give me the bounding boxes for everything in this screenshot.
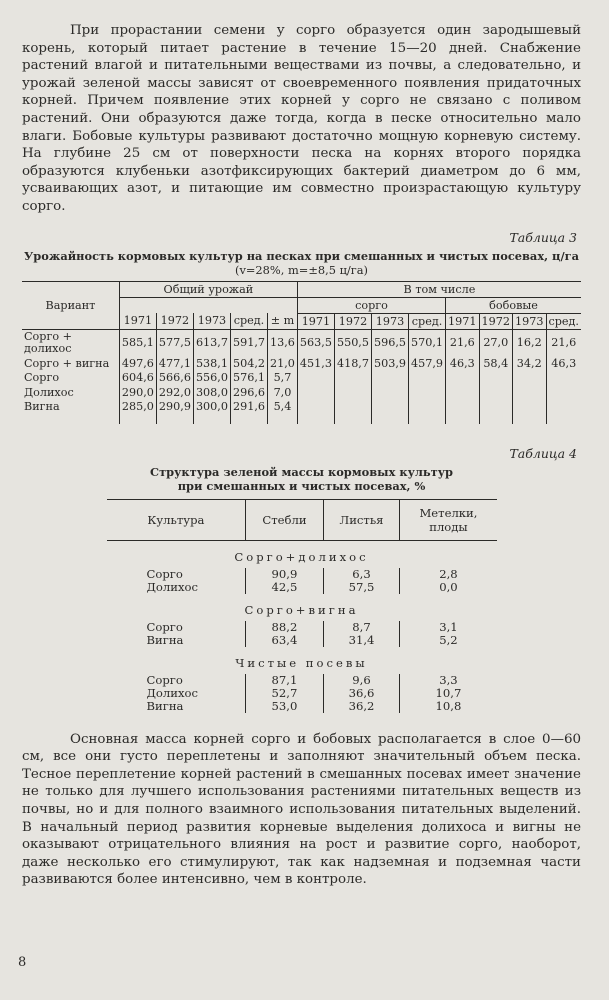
table3-col-1972: 1972 (156, 313, 193, 329)
table4-cell-pan: 5,2 (400, 634, 497, 647)
table3-cell (546, 371, 581, 386)
table4-title-line2: при смешанных и чистых посевах, % (177, 478, 426, 493)
table4-caption: Таблица 4 (509, 445, 577, 461)
table3-title: Урожайность кормовых культур на песках при смешанных и чистых посевах, ц/га (24, 248, 579, 263)
table4-section-row (107, 540, 497, 568)
table3-cell (513, 386, 546, 401)
table3-row-label: Долихос (24, 385, 74, 399)
table4-row (107, 621, 497, 634)
table4-row (107, 674, 497, 687)
table3-col-sorgo-1971: 1971 (297, 313, 334, 329)
table3-cell: 16,2 (513, 329, 546, 357)
table3-cell: 596,5 (371, 329, 408, 357)
table3-cell: 300,0 (193, 400, 230, 424)
table3-cell: 613,7 (193, 329, 230, 357)
table3-row-label: Сорго + вигна (24, 356, 110, 370)
table3-cell: 477,1 (156, 357, 193, 372)
table3-header-incl: В том числе (297, 281, 581, 297)
table3-header-variant: Вариант (22, 281, 119, 329)
table3-header-beans: бобовые (446, 297, 581, 313)
table3-cell: 34,2 (513, 357, 546, 372)
table3-row-label: Сорго (24, 371, 60, 385)
table4-cell-label: Долихос (146, 579, 199, 594)
table3-cell (479, 386, 512, 401)
table4-cell-label: Вигна (146, 632, 184, 647)
table3-cell: 27,0 (479, 329, 512, 357)
table3-row (22, 329, 581, 357)
table4-cell-pan: 10,7 (400, 687, 497, 700)
table4-header-panicles-l1: Метелки, (419, 505, 478, 520)
table4-cell-leaves: 31,4 (323, 634, 400, 647)
table3-cell: 570,1 (409, 329, 446, 357)
table3-col-sorgo-1973: 1973 (371, 313, 408, 329)
table3-cell: 21,6 (546, 329, 581, 357)
table4-cell-leaves: 57,5 (323, 581, 400, 594)
table4 (107, 499, 497, 713)
table3-cell: 418,7 (334, 357, 371, 372)
table3-cell: 290,0 (119, 386, 156, 401)
table3-caption: Таблица 3 (509, 229, 577, 245)
table3-cell: 585,1 (119, 329, 156, 357)
table3-row (22, 357, 581, 372)
table3-col-beans-1971: 1971 (446, 313, 479, 329)
table4-section-title: Сорго+вигна (244, 602, 359, 617)
table4-cell-pan: 0,0 (400, 581, 497, 594)
table3-cell (371, 386, 408, 401)
table4-cell-leaves: 36,6 (323, 687, 400, 700)
table4-section-row (107, 647, 497, 674)
table4-cell-stems: 42,5 (246, 581, 323, 594)
table4-row (107, 568, 497, 581)
table4-cell-stems: 63,4 (246, 634, 323, 647)
table3-cell: 13,6 (268, 329, 298, 357)
table3-cell: 538,1 (193, 357, 230, 372)
table3-spacer (119, 297, 297, 313)
table3-col-avg: сред. (230, 313, 267, 329)
table4-section-row (107, 594, 497, 621)
table4-cell-leaves: 9,6 (323, 674, 400, 687)
table3-cell: 497,6 (119, 357, 156, 372)
table4-row (107, 700, 497, 713)
table4-header-stems: Стебли (246, 499, 323, 540)
table3-cell: 285,0 (119, 400, 156, 424)
table3-col-sorgo-avg: сред. (409, 313, 446, 329)
table3-cell: 7,0 (268, 386, 298, 401)
table3-cell: 504,2 (230, 357, 267, 372)
table4-cell-leaves: 36,2 (323, 700, 400, 713)
table3-cell: 46,3 (546, 357, 581, 372)
table3-header-sorgo: сорго (297, 297, 445, 313)
page-number: 8 (18, 955, 27, 970)
table4-cell-leaves: 8,7 (323, 621, 400, 634)
table3 (22, 281, 581, 424)
table3-cell (479, 400, 512, 424)
table3-cell (446, 400, 479, 424)
table3-col-1971: 1971 (119, 313, 156, 329)
table3-cell: 604,6 (119, 371, 156, 386)
table3-cell (371, 400, 408, 424)
table4-section-title: Чистые посевы (235, 655, 368, 670)
table3-cell (334, 371, 371, 386)
table3-col-beans-1972: 1972 (479, 313, 512, 329)
table3-cell: 21,6 (446, 329, 479, 357)
table4-cell-label: Сорго (146, 566, 183, 581)
table3-cell: 46,3 (446, 357, 479, 372)
table3-cell: 503,9 (371, 357, 408, 372)
table3-cell: 576,1 (230, 371, 267, 386)
table3-cell (546, 400, 581, 424)
table3-cell: 591,7 (230, 329, 267, 357)
table3-cell: 290,9 (156, 400, 193, 424)
table4-cell-label: Сорго (146, 672, 183, 687)
table4-header-panicles-l2: плоды (429, 519, 468, 534)
table3-cell: 563,5 (297, 329, 334, 357)
table3-cell: 550,5 (334, 329, 371, 357)
table3-subtitle: (v=28%, m=±8,5 ц/га) (235, 262, 368, 277)
table4-cell-label: Вигна (146, 698, 184, 713)
table4-cell-pan: 3,3 (400, 674, 497, 687)
table3-cell: 291,6 (230, 400, 267, 424)
table3-cell (334, 400, 371, 424)
table4-cell-stems: 53,0 (246, 700, 323, 713)
table4-cell-label: Долихос (146, 685, 199, 700)
intro-paragraph: При прорастании семени у сорго образуется один зародышевый корень, который питает растение в течение 15—20 дней. Снабжение растений влагой и питательными веществами из почвы, а следовательно, и урожай зеленой массы зависят от своевременного появления придаточных корней. Причем появление этих корней у сорго не связано с поливом растений. Они образуются даже тогда, когда в песке относительно мало влаги. Бобовые культуры развивают достаточно мощную корневую систему. На глубине 25 см от поверхности песка на корнях второго порядка образуются клубеньки азотфиксирующих бактерий диаметром до 6 мм, усваивающих азот, и питающие им совместно произрастающую культуру сорго. (22, 23, 581, 214)
table4-cell-pan: 10,8 (400, 700, 497, 713)
table3-cell (297, 371, 334, 386)
table3-col-beans-1973: 1973 (513, 313, 546, 329)
table3-cell: 566,6 (156, 371, 193, 386)
table4-section-title: Сорго+долихос (234, 549, 369, 564)
table3-cell (371, 371, 408, 386)
table3-cell: 451,3 (297, 357, 334, 372)
table3-cell (334, 386, 371, 401)
table3-cell: 556,0 (193, 371, 230, 386)
table3-cell (446, 371, 479, 386)
table4-cell-pan: 3,1 (400, 621, 497, 634)
table4-cell-label: Сорго (146, 619, 183, 634)
table3-cell (409, 400, 446, 424)
table3-cell (513, 371, 546, 386)
table4-row (107, 687, 497, 700)
table4-cell-stems: 87,1 (246, 674, 323, 687)
table4-header-panicles (400, 499, 497, 540)
table3-cell: 296,6 (230, 386, 267, 401)
table3-cell (297, 386, 334, 401)
table3-cell (446, 386, 479, 401)
table3-cell (409, 386, 446, 401)
table3-col-sorgo-1972: 1972 (334, 313, 371, 329)
table4-cell-pan: 2,8 (400, 568, 497, 581)
table3-row-label: Сорго + долихос (24, 329, 72, 356)
table3-cell: 457,9 (409, 357, 446, 372)
table3-cell: 5,7 (268, 371, 298, 386)
table3-col-beans-avg: сред. (546, 313, 581, 329)
table4-cell-stems: 52,7 (246, 687, 323, 700)
table3-cell: 21,0 (268, 357, 298, 372)
table4-cell-stems: 88,2 (246, 621, 323, 634)
table3-cell: 5,4 (268, 400, 298, 424)
closing-paragraph: Основная масса корней сорго и бобовых располагается в слое 0—60 см, все они густо переплетены и заполняют значительный объем песка. Тесное переплетение корней растений в смешанных посевах имеет значение не только для лучшего использования растениями питательных веществ из почвы, но и для полного взаимного использования питательных выделений. В начальный период развития корневые выделения долихоса и вигны не оказывают отрицательного влияния на рост и развитие сорго, наоборот, даже несколько его стимулируют, так как надземная и подземная части развиваются более интенсивно, чем в контроле. (22, 731, 581, 888)
table3-cell (297, 400, 334, 424)
table3-header-total: Общий урожай (119, 281, 297, 297)
table3-cell: 58,4 (479, 357, 512, 372)
table4-title-line1: Структура зеленой массы кормовых культур (150, 464, 453, 479)
table3-cell: 292,0 (156, 386, 193, 401)
table4-header-leaves: Листья (323, 499, 400, 540)
table3-col-1973: 1973 (193, 313, 230, 329)
table3-row-label: Вигна (24, 400, 60, 414)
table4-header-culture: Культура (107, 499, 246, 540)
table4-row (107, 581, 497, 594)
table3-cell: 308,0 (193, 386, 230, 401)
table3-cell (546, 386, 581, 401)
table3-cell (513, 400, 546, 424)
table3-cell: 577,5 (156, 329, 193, 357)
table4-cell-stems: 90,9 (246, 568, 323, 581)
table3-col-pm: ± m (268, 313, 298, 329)
table3-row (22, 386, 581, 401)
table3-cell (409, 371, 446, 386)
table3-row (22, 400, 581, 424)
table3-row (22, 371, 581, 386)
table3-cell (479, 371, 512, 386)
table4-row (107, 634, 497, 647)
table4-cell-leaves: 6,3 (323, 568, 400, 581)
